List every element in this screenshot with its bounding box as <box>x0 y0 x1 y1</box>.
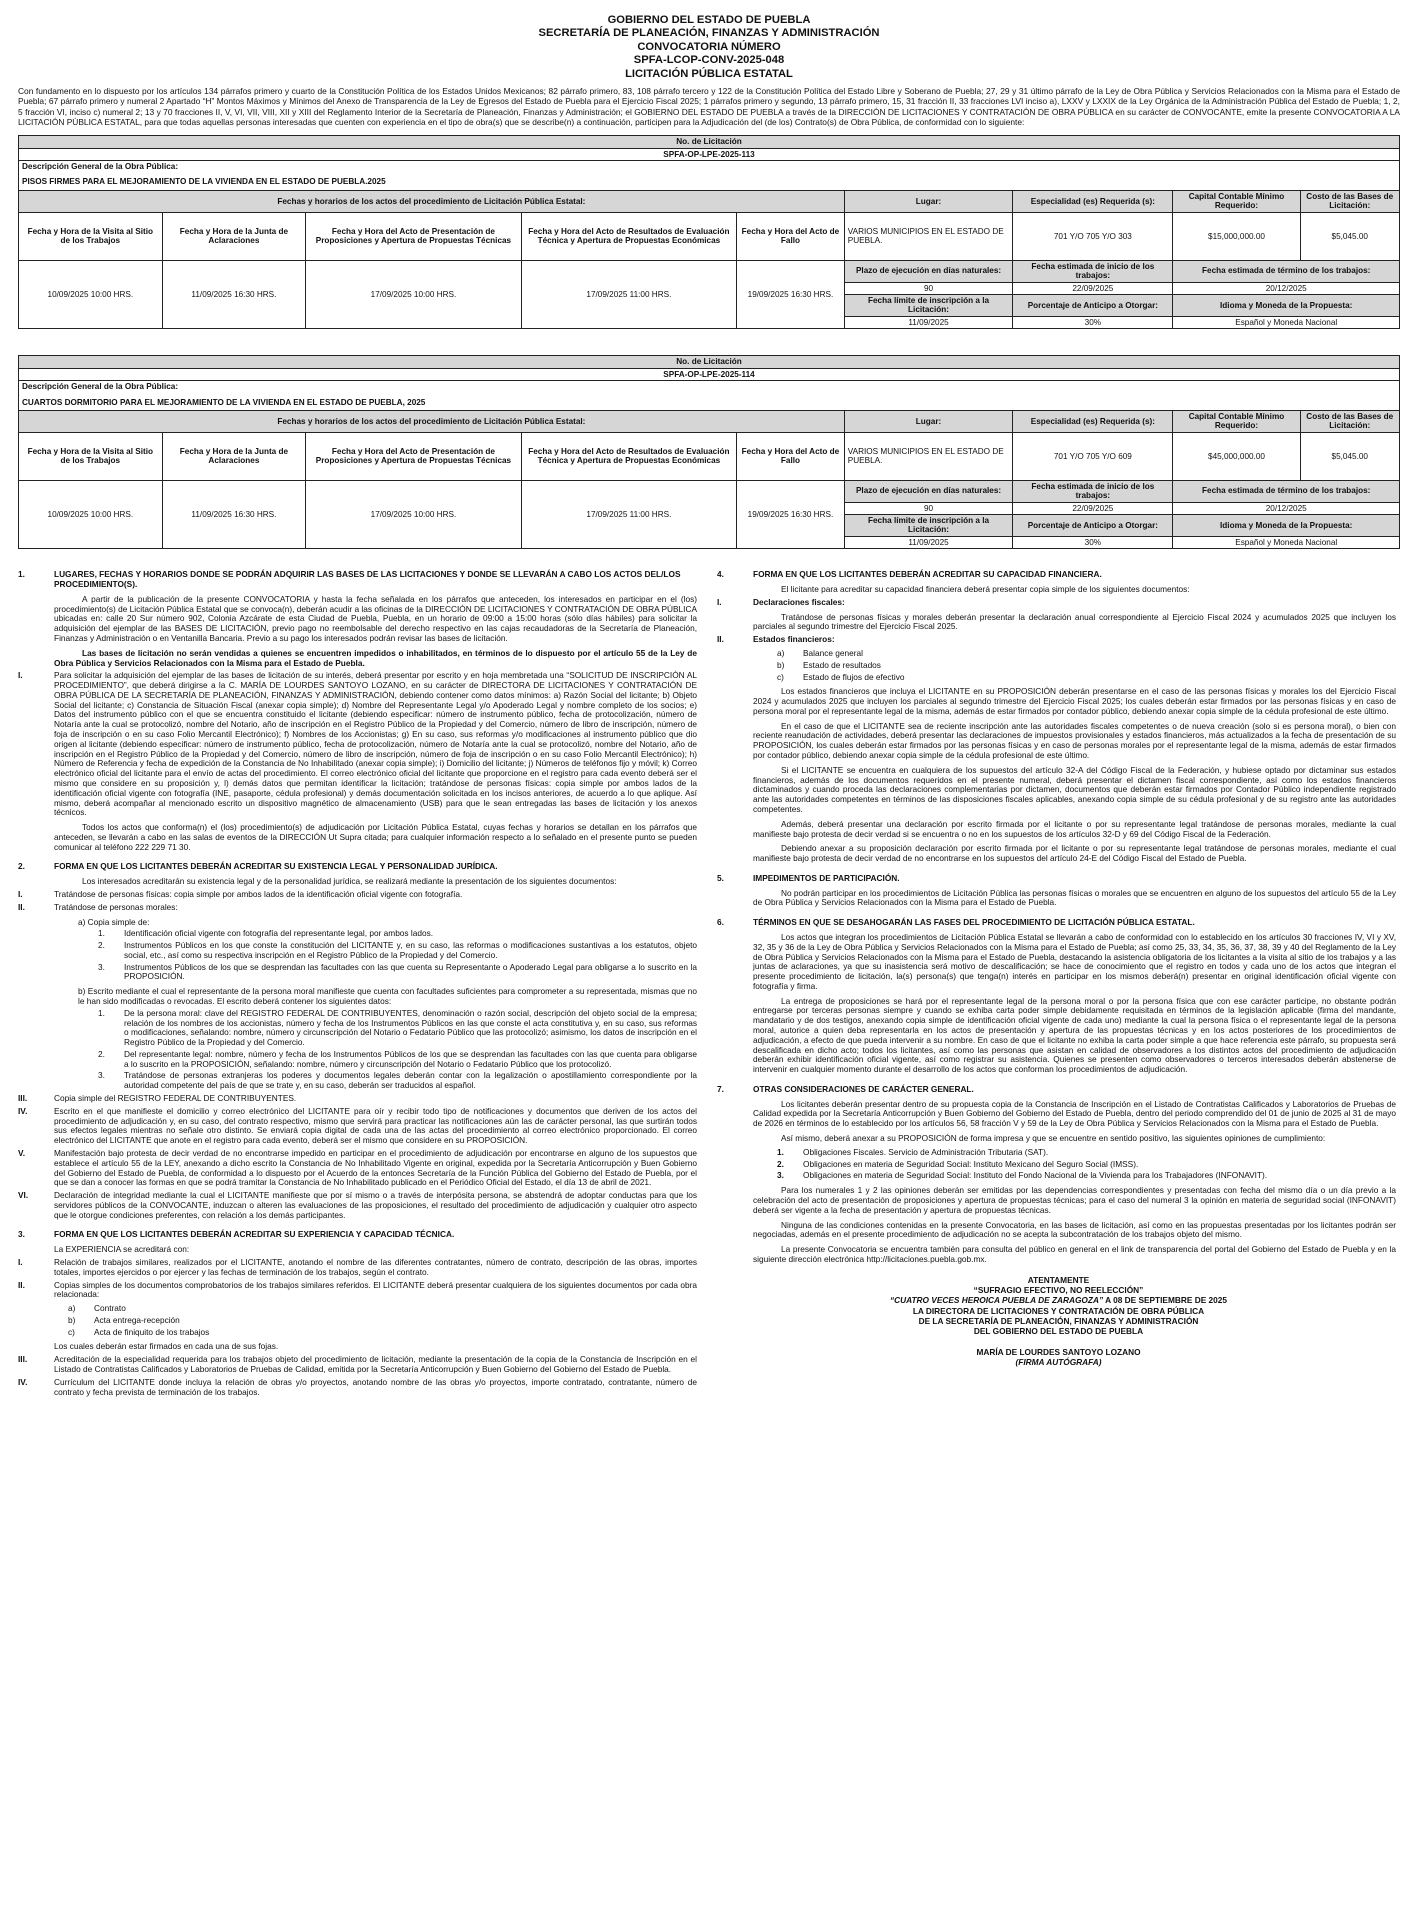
inicio-label: Fecha estimada de inicio de los trabajos: <box>1013 480 1173 502</box>
section-title: FORMA EN QUE LOS LICITANTES DEBERÁN ACREDITAR SU EXPERIENCIA Y CAPACIDAD TÉCNICA. <box>54 1229 455 1240</box>
item-roman: III. <box>18 1354 28 1365</box>
sub-text: Acta entrega-recepción <box>94 1314 180 1325</box>
sub-text: Balance general <box>803 648 863 658</box>
termino-label: Fecha estimada de término de los trabajos: <box>1173 260 1400 282</box>
anticipo-label: Porcentaje de Anticipo a Otorgar: <box>1013 294 1173 316</box>
especialidad-value: 701 Y/O 705 Y/O 609 <box>1013 432 1173 480</box>
limite-label: Fecha límite de inscripción a la Licitación: <box>844 294 1012 316</box>
limite-label: Fecha límite de inscripción a la Licitación: <box>844 515 1012 537</box>
s2-item-v <box>18 1149 701 1188</box>
right-column <box>717 563 1400 1397</box>
presentacion-value: 17/09/2025 10:00 HRS. <box>306 480 521 549</box>
header-line-5: LICITACIÓN PÚBLICA ESTATAL <box>625 67 793 80</box>
atentamente: ATENTAMENTE <box>1027 1274 1090 1285</box>
sub-text: De la persona moral: clave del REGISTRO FEDERAL DE CONTRIBUYENTES, denominación o razón social, descripción del objeto social de la empresa; relación de los nombres de los accionistas, número y fecha de los Instrumentos Públicos en las que conste el acta constitutiva y, en su caso, sus reformas o modificaciones, señalando: nombre, número y circunscripción del Notario o Fedatario Público que las protocolizó; asimismo, los datos de inscripción en el Registro Público de la Propiedad y del Comercio. <box>124 1007 697 1048</box>
sub-text: Obligaciones en materia de Seguridad Social: Instituto del Fondo Nacional de la Vivienda para los Trabajadores (INFONAVIT). <box>803 1170 1268 1181</box>
section-number: 2. <box>18 861 25 872</box>
sub-text: Estado de flujos de efectivo <box>803 671 905 682</box>
presentacion-label: Fecha y Hora del Acto de Presentación de Proposiciones y Apertura de Propuestas Técnicas <box>306 212 521 260</box>
capital-label: Capital Contable Mínimo Requerido: <box>1173 410 1300 432</box>
section-2-title <box>18 862 701 872</box>
visita-label: Fecha y Hora de la Visita al Sitio de los Trabajos <box>19 432 163 480</box>
sub-text: Contrato <box>94 1303 126 1314</box>
section-number: 3. <box>18 1229 25 1240</box>
sub-number: 1. <box>98 928 105 939</box>
header-line-1: GOBIERNO DEL ESTADO DE PUEBLA <box>607 14 811 26</box>
licitacion-number: SPFA-OP-LPE-2025-114 <box>19 368 1400 380</box>
s2-item-vi <box>18 1191 701 1220</box>
section-number: 1. <box>18 569 25 580</box>
s7-opinion-3 <box>717 1171 1400 1181</box>
item-text: Para solicitar la adquisición del ejemplar de las bases de licitación de su interés, deberá presentar por escrito y en hoja membretada una “SOLICITUD DE INSCRIPCIÓN AL PROCEDIMIENTO”, que deberá dirigirse a la C. MARÍA DE LOURDES SANTOYO LOZANO, en su carácter de DIRECTORA DE LICITACIONES Y CONTRATACIÓN DE OBRA PÚBLICA DE LA SECRETARÍA DE PLANEACIÓN, FINANZAS Y ADMINISTRACIÓN, debiendo contener como datos mínimos: a) Razón Social del licitante; b) Objeto Social del licitante; c) Constancia de Situación Fiscal (anexar copia simple); d) Nombre del Representante Legal y/o Apoderado Legal y nombre completo de los socios; e) Datos del instrumento público con el que se encuentra constituido el licitante (debiendo especificar: número de instrumento público, fecha de protocolización, número de Notaría ante la cual se protocolizó, nombre del Notario, año de inscripción en el Registro Público de la Propiedad y del Comercio, número de libro de inscripción, número de foja de inscripción o en su caso Folio Mercantil Electrónico); f) Nombres de los Accionistas; g) En su caso, sus reformas y/o modificaciones al instrumento público que dio origen al licitante (debiendo especificar: número de instrumento público, fecha de protocolización, número de Notaría ante la cual se protocolizó, nombre del Notario, año de inscripción en el Registro Público de la Propiedad y del Comercio, número de libro de inscripción, número de foja de inscripción o en su caso Folio Mercantil Electrónico); h) Número de Referencia y fecha de expedición de la Constancia de No Inhabilitado (anexar copia simple); i) Domicilio del licitante; j) Números de teléfonos fijo y móvil; k) Correo electrónico oficial del licitante para el envío de actas del procedimiento. El correo electrónico oficial del licitante que proporcione en el registro para cada evento deberá ser el mismo que considere en su proposición y, l) demás datos que permitan identificar la licitación; tratándose de personas físicas: copia simple por ambos lados de la identificación oficial vigente con fotografía (INE, pasaporte, cédula profesional) y demás documentación solicitada en los incisos anteriores, de acuerdo a lo que aplique. Así mismo, deberá acompañar al mencionado escrito un dispositivo magnético de almacenamiento (USB) para que le sean entregadas las bases de licitación y los anexos técnicos. <box>54 670 697 818</box>
item-text: Relación de trabajos similares, realizados por el LICITANTE, anotando el nombre de las diferentes contratantes, número de contrato, descripción de las obras, importes totales, importes ejercidos o por ejercer y las fechas de terminación de los trabajos, según el contrato. <box>54 1256 697 1277</box>
lugar-value: VARIOS MUNICIPIOS EN EL ESTADO DE PUEBLA. <box>844 432 1012 480</box>
especialidad-value: 701 Y/O 705 Y/O 303 <box>1013 212 1173 260</box>
termino-value: 20/12/2025 <box>1173 502 1400 514</box>
resultados-value: 17/09/2025 11:00 HRS. <box>521 260 736 329</box>
sub-number: c) <box>68 1326 75 1337</box>
s4-paragraph-4: Además, deberá presentar una declaración por escrito firmada por el licitante o por su representante legal tratándose de personas morales, mediante la cual manifieste bajo protesta de decir verdad si se encuentra o no en los supuestos de los artículos 32-D y 69 del Código Fiscal de la Federación. <box>753 818 1396 839</box>
section-title: FORMA EN QUE LOS LICITANTES DEBERÁN ACREDITAR SU CAPACIDAD FINANCIERA. <box>753 569 1102 580</box>
item-roman: VI. <box>18 1190 29 1201</box>
costo-value: $5,045.00 <box>1300 212 1400 260</box>
s7-paragraph-1: Los licitantes deberán presentar dentro de su propuesta copia de la Constancia de Inscripción en el Listado de Contratistas Calificados y Laboratorios de Pruebas de Calidad expedida por la Secretaría Anticorrupción y Buen Gobierno del Gobierno del Estado de Puebla, dentro del periodo comprendido del 01 de junio de 2025 al 31 de mayo de 2026 en términos de lo establecido por los artículos 56, 58 fracción V y 59 de la Ley de Obra Pública y Servicios Relacionados con la Misma para el Estado de Puebla. <box>753 1098 1396 1129</box>
item-text: Manifestación bajo protesta de decir verdad de no encontrarse impedido en participar en el procedimiento de adjudicación por encontrarse en alguno de los supuestos que establece el artículo 55 de la LEY, anexando a dicho escrito la Constancia de No Inhabilitado Vigente en original, expedida por la Secretaría Anticorrupción y Buen Gobierno del Gobierno del Estado de Puebla, de conformidad a lo dispuesto por el Acuerdo de la entonces Secretaría de la Función Pública del Gobierno del Estado de Puebla, por el que se dan a conocer las formas en que se podrá tramitar la Constancia de No Inhabilitado publicado en el Periódico Oficial del Estado, el día 13 de abril de 2021. <box>54 1147 697 1188</box>
s4-i-text: Tratándose de personas físicas y morales deberán presentar la declaración anual correspondiente al Ejercicio Fiscal 2024 y acumulados 2025 que incluyen los parciales al segundo trimestre del Ejercicio Fiscal 2025. <box>753 611 1396 632</box>
termino-label: Fecha estimada de término de los trabajos: <box>1173 480 1400 502</box>
item-roman: V. <box>18 1147 26 1158</box>
s4-paragraph-2: En el caso de que el LICITANTE sea de reciente inscripción ante las autoridades fiscales competentes o de nueva creación (solo si es persona moral), o bien con reciente reanudación de actividades, deberá presentar las declaraciones de impuestos provisionales y estados financieros, más actualizados a la fecha de presentación de su PROPOSICIÓN, los cuales deberán estar firmados por las personas físicas y en caso de personas morales por el representante legal de la misma, además de estar firmados por contador público, debiendo anexar copia simple de la cédula profesional de este último. <box>753 720 1396 761</box>
resultados-value: 17/09/2025 11:00 HRS. <box>521 480 736 549</box>
item-text: Tratándose de personas físicas: copia simple por ambos lados de la identificación oficial vigente con fotografía. <box>54 888 463 899</box>
licitacion-table-1 <box>18 135 1400 329</box>
no-licitacion-label: No. de Licitación <box>19 136 1400 148</box>
junta-label: Fecha y Hora de la Junta de Aclaraciones <box>162 432 306 480</box>
section-title: IMPEDIMENTOS DE PARTICIPACIÓN. <box>753 872 900 883</box>
item-text: Estados financieros: <box>753 634 835 645</box>
section-title: OTRAS CONSIDERACIONES DE CARÁCTER GENERAL. <box>753 1083 974 1094</box>
preamble: Con fundamento en lo dispuesto por los artículos 134 párrafos primero y cuarto de la Constitución Política de los Estados Unidos Mexicanos; 82 párrafo primero, 83, 108 párrafo tercero y 122 de la Constitución Política del Estado Libre y Soberano de Puebla; 27, 29 y 31 último párrafo de la Ley de Obra Pública y Servicios Relacionados con la Misma para el Estado de Puebla; 67 párrafo primero y numeral 2 Apartado “H” Montos Máximos y Mínimos del Anexo de Transparencia de la Ley de Egresos del Estado de Puebla para el Ejercicio Fiscal 2025; 1 párrafos primero y segundo, 13 párrafo primero, 15, 31 fracción II, 33 fracciones LVI inciso a), LXXV y LXXIX de la Ley Orgánica de la Administración Pública del Estado de Puebla; 1, 2, 5 fracción VI, inciso c) numeral 2; 13 y 70 fracciones II, V, VI, VII, VIII, XII y XIII del Reglamento Interior de la Secretaría de Planeación, Finanzas y Administración; el GOBIERNO DEL ESTADO DE PUEBLA a través de la DIRECCIÓN DE LICITACIONES Y CONTRATACIÓN DE OBRA PÚBLICA en su carácter de CONVOCANTE, emite la presente CONVOCATORIA A LA LICITACIÓN PÚBLICA ESTATAL, para que todas aquellas personas interesadas que cuenten con experiencia en el tipo de obra(s) que se describe(n) a continuación, participen para la Adjudicación del (de los) Contrato(s) de Obra Pública, de conformidad con lo siguiente: <box>18 86 1400 127</box>
s4-item-i <box>717 598 1400 608</box>
item-text: Currículum del LICITANTE donde incluya la relación de obras y/o proyectos, anotando nombre de las obras y/o proyectos, importe contratado, contratante, número de contrato y fecha prevista de terminación de los trabajos. <box>54 1376 697 1397</box>
resultados-label: Fecha y Hora del Acto de Resultados de Evaluación Técnica y Apertura de Propuestas Económicas <box>521 432 736 480</box>
item-text: Declaraciones fiscales: <box>753 596 845 607</box>
fallo-value: 19/09/2025 16:30 HRS. <box>737 480 845 549</box>
cargo-1: LA DIRECTORA DE LICITACIONES Y CONTRATACIÓN DE OBRA PÚBLICA <box>912 1305 1205 1316</box>
sub-text: Identificación oficial vigente con fotografía del representante legal, por ambos lados. <box>124 928 434 939</box>
document-header <box>18 14 1400 81</box>
section-title: FORMA EN QUE LOS LICITANTES DEBERÁN ACREDITAR SU EXISTENCIA LEGAL Y PERSONALIDAD JURÍDICA. <box>54 861 498 872</box>
sub-text: Tratándose de personas extranjeras los poderes y documentos legales deberán contar con la legalización o apostillamiento correspondiente por la autoridad competente del país de que se trate y, en su caso, deberán ser traducidos al español. <box>124 1070 697 1091</box>
capital-value: $45,000,000.00 <box>1173 432 1300 480</box>
especialidad-label: Especialidad (es) Requerida (s): <box>1013 190 1173 212</box>
item-roman: I. <box>717 596 722 607</box>
s3-note: Los cuales deberán estar firmados en cada una de sus fojas. <box>54 1341 279 1352</box>
s6-paragraph-1: Los actos que integran los procedimientos de Licitación Pública Estatal se llevarán a cabo de conformidad con lo establecido en los artículos 30 fracciones IV, VI y XV, 32, 35 y 36 de la Ley de Obra Pública y Servicios Relacionados con la Misma para el Estado de Puebla; así como 25, 33, 34, 35, 36, 37, 38, 39 y 40 del Reglamento de la Ley de Obra Pública y Servicios Relacionados con la Misma para el Estado de Puebla, destacando la asistencia obligatoria de los licitantes a la visita al sitio de los trabajos y a las juntas de aclaraciones, ya que su inasistencia será motivo de descalificación; se hace de conocimiento que el registro en todos y cada uno de los actos que integran el presente procedimiento de licitación, la(s) persona(s) que tenga(n) interés en participar en los mismos deberá(n) presentar en original identificación oficial vigente con fotografía y firma. <box>753 931 1396 991</box>
s2-item-ii <box>18 903 701 913</box>
item-text: Copia simple del REGISTRO FEDERAL DE CONTRIBUYENTES. <box>54 1093 297 1104</box>
visita-value: 10/09/2025 10:00 HRS. <box>19 260 163 329</box>
idioma-label: Idioma y Moneda de la Propuesta: <box>1173 294 1400 316</box>
s6-paragraph-2: La entrega de proposiciones se hará por el representante legal de la persona moral o por la persona física que con ese carácter participe, no obstante podrán entregarse por terceras personas siempre y cuando se exhiba carta poder simple debidamente requisitada en términos de la legislación aplicable (firma del mandante, mandatario y de dos testigos, anexando copia simple de identificación oficial vigente de cada uno) mediante la cual la persona física o el representante legal de la persona moral, autorice a quien deba representarla en los actos de presentación y apertura de las propuestas técnicas y en los actos posteriores de los procedimientos de adjudicación, a efecto de que pueda intervenir a su nombre. En caso de que el licitante no exhiba la carta poder simple a que hace referencia este párrafo, su propuesta será descalificada en dicho acto; todos los licitantes, así como las personas que asistan en calidad de observadores a los distintos actos del procedimiento de adjudicación deberán exhibir identificación oficial vigente, así como registrar su asistencia. Quienes se presenten como observadores o terceros interesados deberán abstenerse de intervenir en cualquier momento durante el desarrollo de los actos que conforman los procedimientos de adjudicación. <box>753 995 1396 1075</box>
s1-paragraph-1: A partir de la publicación de la presente CONVOCATORIA y hasta la fecha señalada en los párrafos que anteceden, los interesados en participar en el (los) procedimiento(s) de Licitación Pública Estatal que se convoca(n), deberán acudir a las oficinas de la DIRECCIÓN DE LICITACIONES Y CONTRATACIÓN DE OBRA PÚBLICA ubicadas en: calle 20 Sur número 902, Colonia Azcárate de esta Ciudad de Puebla, Puebla, en un horario de 09:00 a 15:00 horas (sólo días hábiles) para solicitar la adquisición del ejemplar de las BASES DE LICITACIÓN, previo pago no reembolsable del derecho respectivo en las cajas recaudadoras de la Secretaría de Planeación, Finanzas y Administración o en Ventanilla Bancaria. Previo a su pago los interesados podrán revisar las bases de licitación. <box>54 593 697 643</box>
plazo-label: Plazo de ejecución en días naturales: <box>844 480 1012 502</box>
section-7-title <box>717 1085 1400 1095</box>
s4-paragraph-3: Si el LICITANTE se encuentra en cualquiera de los supuestos del artículo 32-A del Código Fiscal de la Federación, y hubiese optado por dictaminar sus estados financieros, además de los documentos requeridos en el presente numeral, deberá presentar el dictamen fiscal correspondiente, así como los estados financieros dictaminados y cuando proceda las declaraciones complementarias por dictamen, documentos que deberán estar firmados por Contador Público independiente registrado ante las autoridades competentes en términos de las disposiciones fiscales aplicables, anexando copia simple de su cédula profesional y de su registro ante las autoridades competentes. <box>753 764 1396 814</box>
s4-item-ii <box>717 635 1400 645</box>
section-number: 6. <box>717 917 724 928</box>
s2-b-label: b) Escrito mediante el cual el representante de la persona moral manifieste que cuenta con facultades suficientes para comprometer a su representada, mismas que no le han sido modificadas o revocadas. El escrito deberá contener los siguientes datos: <box>78 986 697 1006</box>
fechas-header: Fechas y horarios de los actos del procedimiento de Licitación Pública Estatal: <box>19 410 845 432</box>
sub-number: a) <box>68 1303 76 1314</box>
plazo-value: 90 <box>844 502 1012 514</box>
s3-item-iii <box>18 1355 701 1375</box>
section-number: 5. <box>717 872 724 883</box>
firmante: MARÍA DE LOURDES SANTOYO LOZANO <box>976 1346 1141 1357</box>
inicio-label: Fecha estimada de inicio de los trabajos: <box>1013 260 1173 282</box>
s4-ii-b <box>717 661 1400 671</box>
cargo-2: DE LA SECRETARÍA DE PLANEACIÓN, FINANZAS Y ADMINISTRACIÓN <box>918 1316 1199 1327</box>
no-licitacion-label: No. de Licitación <box>19 356 1400 368</box>
anticipo-label: Porcentaje de Anticipo a Otorgar: <box>1013 515 1173 537</box>
descripcion-label: Descripción General de la Obra Pública: <box>19 161 1400 173</box>
item-roman: II. <box>717 634 724 645</box>
sub-text: Estado de resultados <box>803 659 881 670</box>
s4-intro: El licitante para acreditar su capacidad financiera deberá presentar copia simple de los siguientes documentos: <box>781 584 1190 595</box>
sub-text: Acta de finiquito de los trabajos <box>94 1326 210 1337</box>
inicio-value: 22/09/2025 <box>1013 282 1173 294</box>
resultados-label: Fecha y Hora del Acto de Resultados de Evaluación Técnica y Apertura de Propuestas Económicas <box>521 212 736 260</box>
section-5-title <box>717 874 1400 884</box>
costo-label: Costo de las Bases de Licitación: <box>1300 190 1400 212</box>
item-roman: IV. <box>18 1105 28 1116</box>
item-roman: II. <box>18 1279 25 1290</box>
item-roman: I. <box>18 888 23 899</box>
s2-b-3 <box>18 1071 701 1091</box>
item-roman: I. <box>18 670 23 681</box>
item-text: Copias simples de los documentos comprobatorios de los trabajos similares referidos. El LICITANTE deberá presentar cualquiera de los siguientes documentos por cada obra relacionada: <box>54 1279 697 1300</box>
section-title: TÉRMINOS EN QUE SE DESAHOGARÁN LAS FASES DEL PROCEDIMIENTO DE LICITACIÓN PÚBLICA ESTATAL. <box>753 917 1195 928</box>
sub-number: 2. <box>98 940 105 951</box>
lugar-value: VARIOS MUNICIPIOS EN EL ESTADO DE PUEBLA. <box>844 212 1012 260</box>
item-roman: II. <box>18 901 25 912</box>
termino-value: 20/12/2025 <box>1173 282 1400 294</box>
fallo-label: Fecha y Hora del Acto de Fallo <box>737 432 845 480</box>
s2-b-1 <box>18 1009 701 1048</box>
s2-intro: Los interesados acreditarán su existencia legal y de la personalidad jurídica, se realizará mediante la presentación de los siguientes documentos: <box>82 876 617 887</box>
s2-item-i <box>18 890 701 900</box>
licitacion-table-2 <box>18 355 1400 549</box>
item-text: Acreditación de la especialidad requerida para los trabajos objeto del procedimiento de licitación, mediante la presentación de la copia de la Constancia de Inscripción en el Listado de Contratistas Calificados y Laboratorios de Pruebas de Calidad, emitida por la Secretaría Anticorrupción y Buen Gobierno del Gobierno del Estado de Puebla. <box>54 1354 697 1374</box>
inicio-value: 22/09/2025 <box>1013 502 1173 514</box>
s5-paragraph: No podrán participar en los procedimientos de Licitación Pública las personas físicas o morales que se encuentren en alguno de los supuestos del artículo 55 de la Ley de Obra Pública y Servicios Relacionados con la Misma para el Estado de Puebla. <box>753 887 1396 908</box>
s7-paragraph-5: La presente Convocatoria se encuentra también para consulta del público en general en el link de transparencia del portal del Gobierno del Estado de Puebla y en la siguiente dirección electrónica http://licitaciones.puebla.gob.mx. <box>753 1244 1396 1264</box>
s1-item-i <box>18 671 701 818</box>
section-6-title <box>717 918 1400 928</box>
sub-number: 3. <box>98 961 105 972</box>
s2-item-iii <box>18 1094 701 1104</box>
especialidad-label: Especialidad (es) Requerida (s): <box>1013 410 1173 432</box>
header-line-3: CONVOCATORIA NÚMERO <box>637 40 781 53</box>
s3-item-ii <box>18 1281 701 1301</box>
sub-number: 1. <box>777 1146 784 1157</box>
section-1-title <box>18 570 701 590</box>
descripcion-value: CUARTOS DORMITORIO PARA EL MEJORAMIENTO DE LA VIVIENDA EN EL ESTADO DE PUEBLA, 2025 <box>19 393 1400 411</box>
sub-number: 1. <box>98 1007 105 1018</box>
s7-paragraph-3: Para los numerales 1 y 2 las opiniones deberán ser emitidas por las dependencias correspondientes y presentadas con fecha del mismo día o un día previo a la celebración del acto de presentación de proposiciones y apertura de propuestas técnicas; para el caso del numeral 3 la opinión en materia de seguridad social (INFONAVIT) deberá ser vigente a la fecha de presentación y apertura de propuestas técnicas. <box>753 1185 1396 1215</box>
licitacion-number: SPFA-OP-LPE-2025-113 <box>19 148 1400 160</box>
anticipo-value: 30% <box>1013 536 1173 548</box>
s3-item-i <box>18 1258 701 1278</box>
fallo-value: 19/09/2025 16:30 HRS. <box>737 260 845 329</box>
section-number: 7. <box>717 1083 724 1094</box>
limite-value: 11/09/2025 <box>844 536 1012 548</box>
capital-value: $15,000,000.00 <box>1173 212 1300 260</box>
sub-number: b) <box>68 1314 76 1325</box>
item-roman: III. <box>18 1093 28 1104</box>
section-3-title <box>18 1230 701 1240</box>
s7-paragraph-4: Ninguna de las condiciones contenidas en la presente Convocatoria, en las bases de licitación, así como en las propuestas presentadas por los licitantes podrán ser negociadas, además en el presente procedimiento de adjudicación no se acepta la subcontratación de los trabajos objeto del mismo. <box>753 1219 1396 1240</box>
sub-text: Instrumentos Públicos en los que conste la constitución del LICITANTE y, en su caso, las reformas o modificaciones sustantivas a los estatutos, objeto social, etc., así como su respectiva inscripción en el Registro Público de la Propiedad y del Comercio. <box>124 940 697 960</box>
s2-item-iv <box>18 1107 701 1146</box>
sub-number: 3. <box>98 1070 105 1081</box>
plazo-value: 90 <box>844 282 1012 294</box>
idioma-value: Español y Moneda Nacional <box>1173 316 1400 328</box>
s3-ii-a <box>18 1304 701 1314</box>
costo-label: Costo de las Bases de Licitación: <box>1300 410 1400 432</box>
sub-text: Obligaciones en materia de Seguridad Social: Instituto Mexicano del Seguro Social (IMSS). <box>803 1158 1139 1169</box>
s3-intro: La EXPERIENCIA se acreditará con: <box>54 1244 190 1255</box>
fallo-label: Fecha y Hora del Acto de Fallo <box>737 212 845 260</box>
item-roman: IV. <box>18 1376 28 1387</box>
ciudad-fecha <box>717 1295 1400 1305</box>
s2-a-3 <box>18 963 701 983</box>
lugar-label: Lugar: <box>844 190 1012 212</box>
fecha: A 08 DE SEPTIEMBRE DE 2025 <box>1103 1295 1227 1306</box>
s7-opinion-1 <box>717 1148 1400 1158</box>
descripcion-value: PISOS FIRMES PARA EL MEJORAMIENTO DE LA VIVIENDA EN EL ESTADO DE PUEBLA.2025 <box>19 172 1400 190</box>
s7-opinion-2 <box>717 1160 1400 1170</box>
header-line-4: SPFA-LCOP-CONV-2025-048 <box>633 54 785 67</box>
anticipo-value: 30% <box>1013 316 1173 328</box>
idioma-value: Español y Moneda Nacional <box>1173 536 1400 548</box>
s3-ii-c <box>18 1328 701 1338</box>
s4-ii-a <box>717 649 1400 659</box>
ciudad: “CUATRO VECES HEROICA PUEBLA DE ZARAGOZA” <box>889 1295 1104 1306</box>
junta-value: 11/09/2025 16:30 HRS. <box>162 480 306 549</box>
costo-value: $5,045.00 <box>1300 432 1400 480</box>
firma-autografa: (FIRMA AUTÓGRAFA) <box>1015 1357 1102 1368</box>
section-title: LUGARES, FECHAS Y HORARIOS DONDE SE PODRÁN ADQUIRIR LAS BASES DE LAS LICITACIONES Y DONDE SE LLEVARÁN A CABO LOS ACTOS DEL/LOS PROCEDIMIENTO(S). <box>54 569 681 590</box>
sub-number: b) <box>777 659 785 670</box>
s4-paragraph-1: Los estados financieros que incluya el LICITANTE en su PROPOSICIÓN deberán presentarse en el caso de las personas físicas y morales los del Ejercicio Fiscal 2024 y acumulados 2025 que incluyen los parciales al segundo trimestre del Ejercicio Fiscal 2025; los cuales deberán estar firmados por las personas físicas y en caso de persona moral por el representante legal de la misma, además de estar firmados por contador público, debiendo anexar copia simple de la cédula profesional de este último. <box>753 686 1396 716</box>
junta-label: Fecha y Hora de la Junta de Aclaraciones <box>162 212 306 260</box>
sub-number: 2. <box>98 1048 105 1059</box>
body-columns <box>18 563 1400 1397</box>
s2-a-1 <box>18 929 701 939</box>
s1-paragraph-2: Las bases de licitación no serán vendidas a quienes se encuentren impedidos o inhabilitados, en términos de lo dispuesto por el artículo 55 de la Ley de Obra Pública y Servicios Relacionados con la Misma para el Estado de Puebla. <box>54 647 697 668</box>
s4-paragraph-5: Debiendo anexar a su proposición declaración por escrito firmada por el licitante o por su representante legal tratándose de personas morales, mediante el cual manifieste bajo protesta de decir verdad de no encontrarse en los supuestos del artículo 24-E del Código Fiscal del Estado de Puebla. <box>753 843 1396 864</box>
capital-label: Capital Contable Mínimo Requerido: <box>1173 190 1300 212</box>
fechas-header: Fechas y horarios de los actos del procedimiento de Licitación Pública Estatal: <box>19 190 845 212</box>
item-text: Declaración de integridad mediante la cual el LICITANTE manifieste que por sí mismo o a través de interpósita persona, se abstendrá de adoptar conductas para que los servidores públicos de la CONVOCANTE, induzcan o alteren las evaluaciones de las proposiciones, el resultado del procedimiento de adjudicación y cualquier otro aspecto que le otorgue condiciones preferentes, con relación a los demás participantes. <box>54 1190 697 1220</box>
s3-item-iv <box>18 1378 701 1398</box>
item-text: Tratándose de personas morales: <box>54 901 178 912</box>
presentacion-label: Fecha y Hora del Acto de Presentación de Proposiciones y Apertura de Propuestas Técnicas <box>306 432 521 480</box>
sub-text: Obligaciones Fiscales. Servicio de Administración Tributaria (SAT). <box>803 1146 1049 1157</box>
item-text: Escrito en el que manifieste el domicilio y correo electrónico del LICITANTE para oír y recibir todo tipo de notificaciones y documentos que deriven de los actos del procedimiento de adjudicación y, en su caso, del contrato respectivo, mismo que servirá para practicar las notificaciones aún las de carácter personal, las que surtirán todos sus efectos legales mientras no señale otro distinto. Se enviará copia digital de cada una de las actas del procedimiento al correo electrónico proporcionado. El correo electrónico del LICITANTE que anote en el registro para cada evento, deberá ser el mismo que considere en su PROPOSICIÓN. <box>54 1105 697 1146</box>
s2-b-2 <box>18 1050 701 1070</box>
presentacion-value: 17/09/2025 10:00 HRS. <box>306 260 521 329</box>
plazo-label: Plazo de ejecución en días naturales: <box>844 260 1012 282</box>
left-column <box>18 563 701 1397</box>
sub-number: 3. <box>777 1170 784 1181</box>
header-line-2: SECRETARÍA DE PLANEACIÓN, FINANZAS Y ADMINISTRACIÓN <box>538 27 880 40</box>
s2-a-2 <box>18 941 701 961</box>
s4-ii-c <box>717 673 1400 683</box>
cargo-3: DEL GOBIERNO DEL ESTADO DE PUEBLA <box>973 1326 1144 1337</box>
s7-paragraph-2: Así mismo, deberá anexar a su PROPOSICIÓN de forma impresa y que se encuentre en sentido positivo, las siguientes opiniones de cumplimiento: <box>781 1133 1326 1144</box>
junta-value: 11/09/2025 16:30 HRS. <box>162 260 306 329</box>
item-roman: I. <box>18 1256 23 1267</box>
section-number: 4. <box>717 569 724 580</box>
s1-paragraph-3: Todos los actos que conforma(n) el (los) procedimiento(s) de adjudicación por Licitación Pública Estatal, cuyas fechas y horarios se detallan en los párrafos que anteceden, se llevarán a cabo en las salas de eventos de la DIRECCIÓN Ut Supra citada; para cualquier información respecto a lo señalado en el presente punto se pueden comunicar al teléfono 222 229 71 30. <box>54 822 697 852</box>
lema: “SUFRAGIO EFECTIVO, NO REELECCIÓN” <box>973 1284 1144 1295</box>
sub-text: Del representante legal: nombre, número y fecha de los Instrumentos Públicos de los que se desprendan las facultades con las que cuenta para obligarse a lo suscrito en la PROPOSICIÓN, señalando: nombre, número y circunscripción del Notario o Fedatario Público que los protocolizó. <box>124 1048 697 1069</box>
sub-number: a) <box>777 648 785 658</box>
visita-value: 10/09/2025 10:00 HRS. <box>19 480 163 549</box>
sub-number: 2. <box>777 1158 784 1169</box>
idioma-label: Idioma y Moneda de la Propuesta: <box>1173 515 1400 537</box>
section-4-title <box>717 570 1400 580</box>
descripcion-label: Descripción General de la Obra Pública: <box>19 381 1400 393</box>
s2-a-label: a) Copia simple de: <box>78 916 150 927</box>
lugar-label: Lugar: <box>844 410 1012 432</box>
visita-label: Fecha y Hora de la Visita al Sitio de los Trabajos <box>19 212 163 260</box>
sub-number: c) <box>777 671 784 682</box>
signature-block <box>717 1275 1400 1368</box>
limite-value: 11/09/2025 <box>844 316 1012 328</box>
s3-ii-b <box>18 1316 701 1326</box>
sub-text: Instrumentos Públicos de los que se desprendan las facultades con las que cuenta su Representante o Apoderado Legal para obligarse a lo suscrito en la PROPOSICIÓN. <box>124 961 697 982</box>
